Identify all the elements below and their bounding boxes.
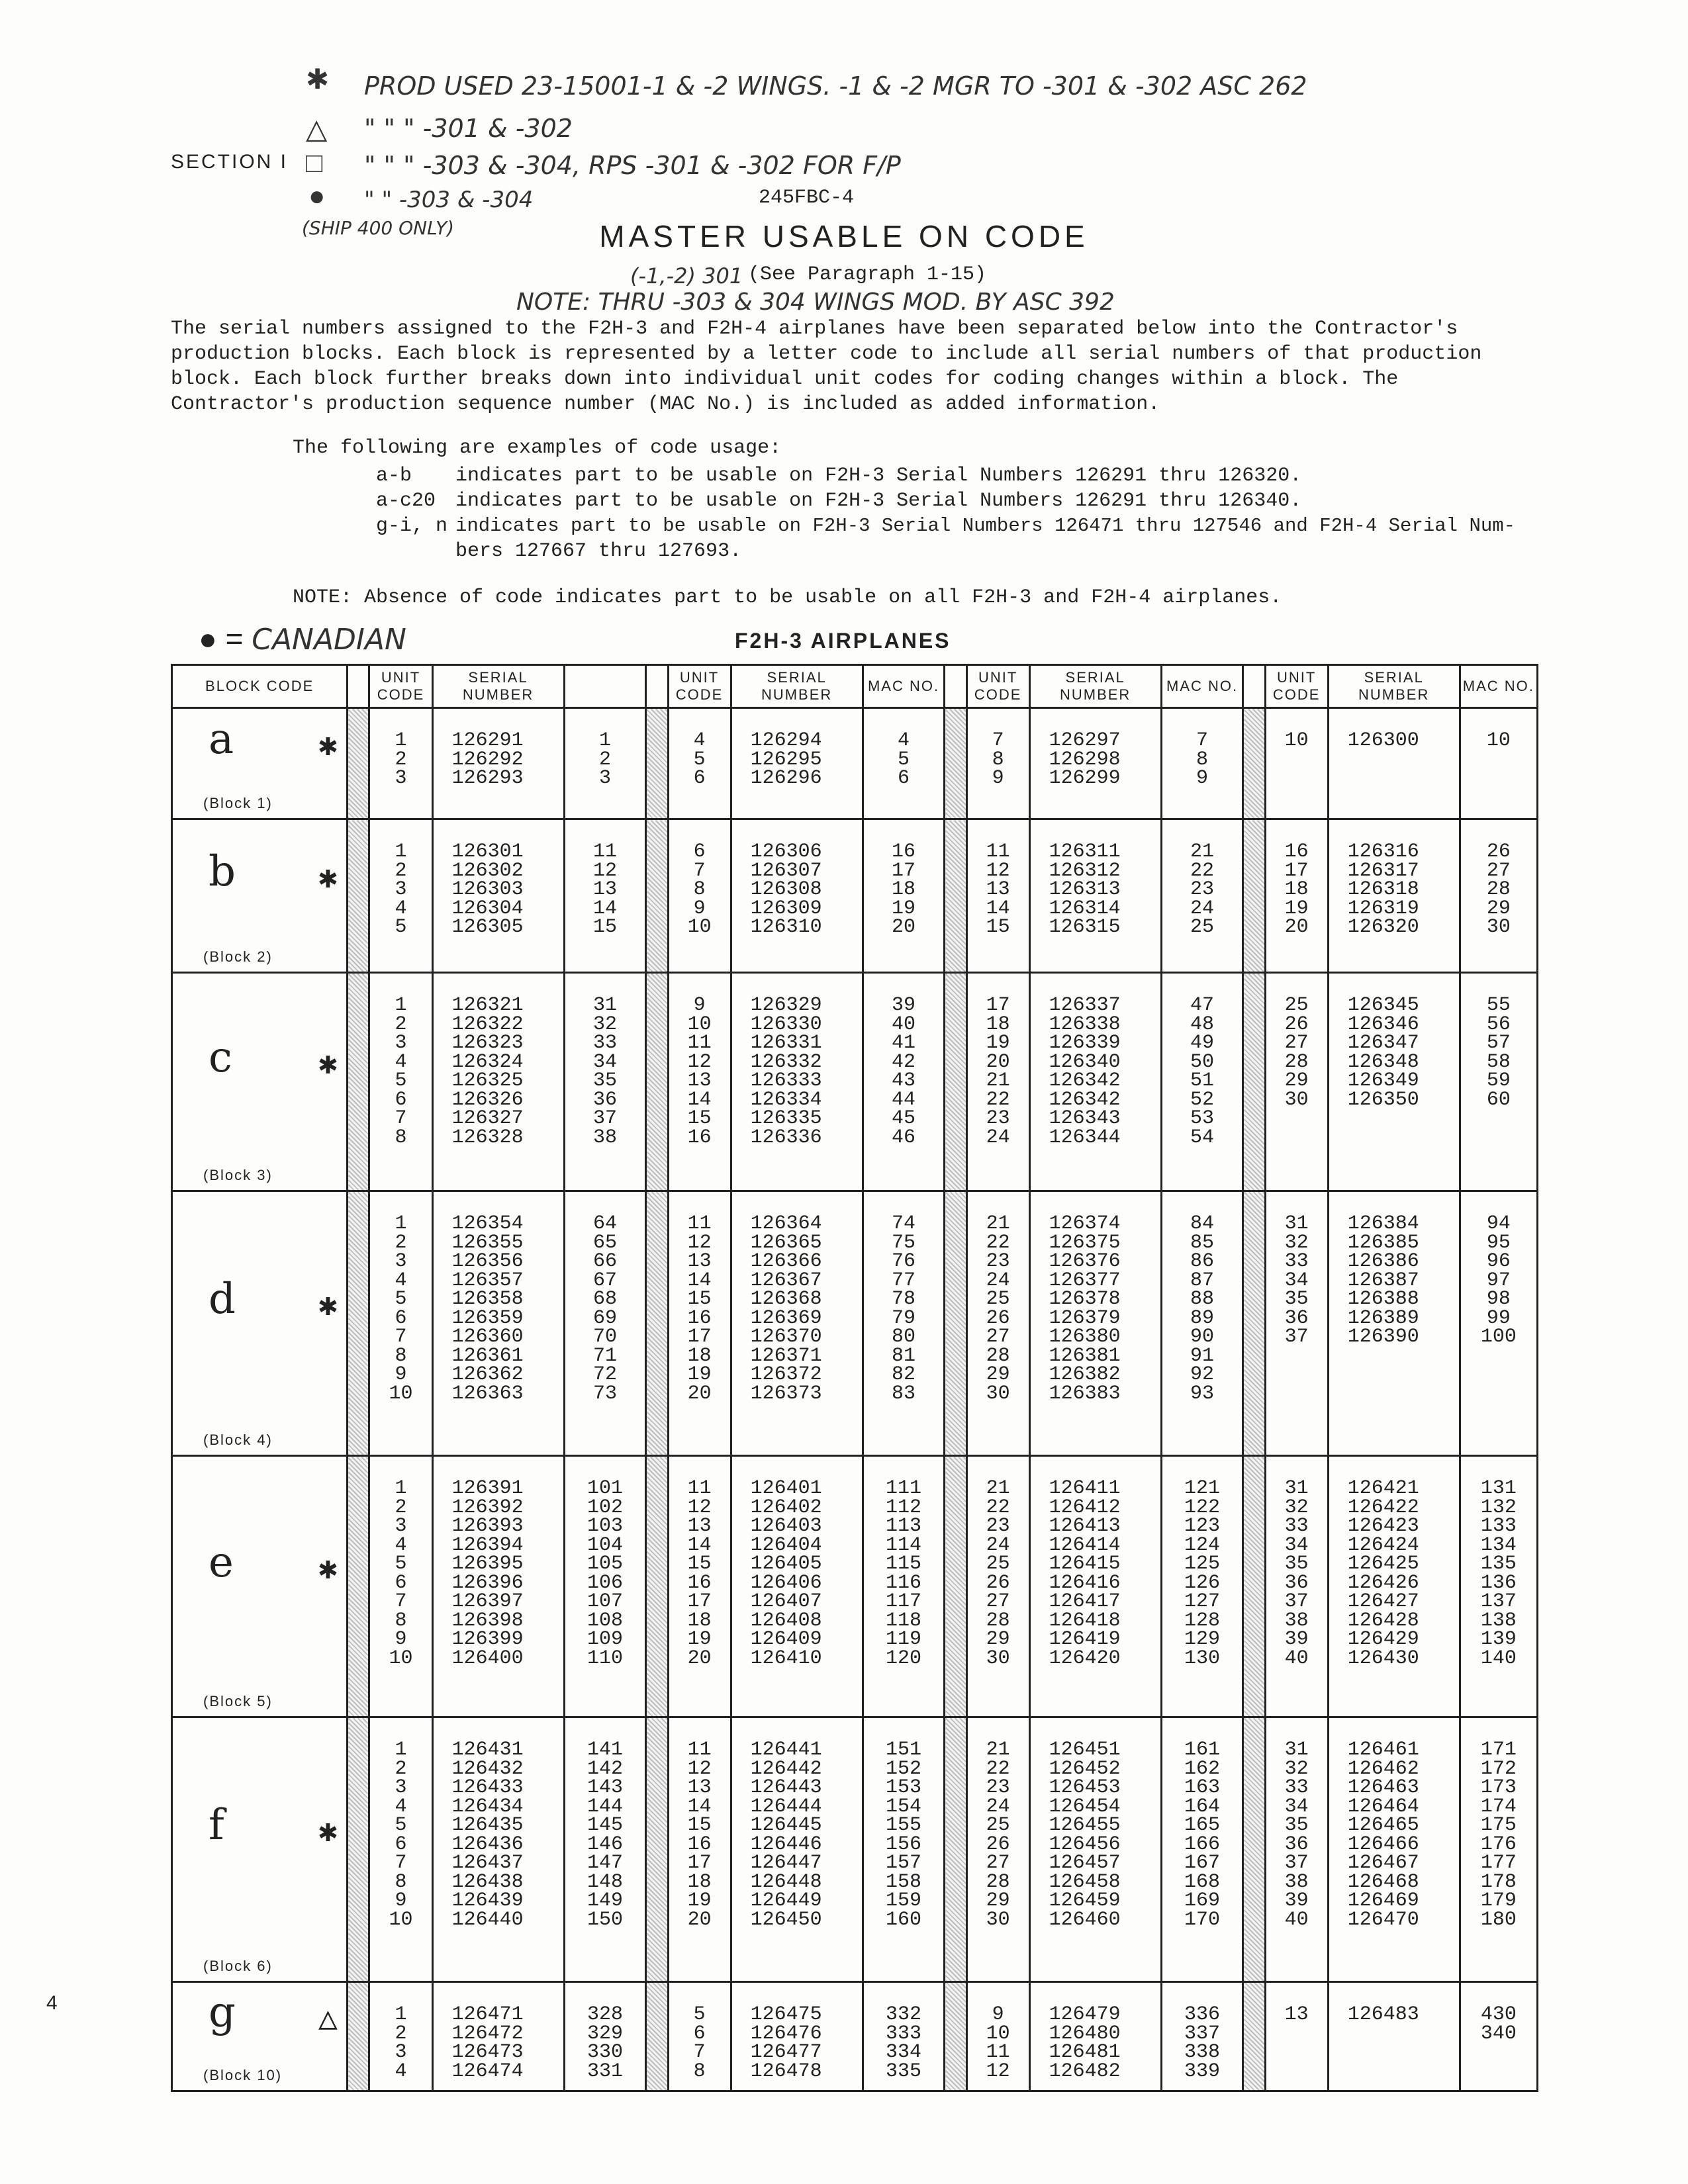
serial-cell: 126441 126442 126443 126444 126445 126446 126447 126448 126449 126450 <box>731 1717 863 1982</box>
gap-cell <box>945 1191 966 1456</box>
serial-cell: 126300 <box>1328 708 1460 819</box>
block-label: (Block 10) <box>203 2066 283 2083</box>
block-cell <box>172 708 348 819</box>
unit-cell: 1 2 3 4 5 <box>369 819 432 973</box>
serial-cell: 126401 126402 126403 126404 126405 126406 126407 126408 126409 126410 <box>731 1456 863 1717</box>
unit-cell: 31 32 33 34 35 36 37 38 39 40 <box>1265 1717 1328 1982</box>
gap-cell <box>348 819 369 973</box>
handwritten-note: NOTE: THRU -303 & 304 WINGS MOD. BY ASC 392 <box>516 289 1115 316</box>
mac-cell: 16 17 18 19 20 <box>863 819 945 973</box>
block-cell <box>172 819 348 973</box>
absence-note: NOTE: Absence of code indicates part to be usable on all F2H-3 and F2H-4 airplanes. <box>293 586 1282 609</box>
block-letter: c <box>209 1033 232 1082</box>
unit-cell: 21 22 23 24 25 26 27 28 29 30 <box>966 1191 1029 1456</box>
unit-cell: 11 12 13 14 15 <box>966 819 1029 973</box>
mac-cell: 430 340 <box>1460 1982 1537 2091</box>
serial-cell: 126391 126392 126393 126394 126395 126396 126397 126398 126399 126400 <box>432 1456 564 1717</box>
mac-cell: 39 40 41 42 43 44 45 46 <box>863 973 945 1191</box>
triangle-mark: △ <box>306 113 328 144</box>
usable-on-code-table <box>171 664 1538 2092</box>
serial-cell: 126483 <box>1328 1982 1460 2091</box>
gap-cell <box>646 1982 668 2091</box>
block-mark-icon: ✱ <box>318 862 338 897</box>
block-row-a <box>172 708 1538 819</box>
serial-cell: 126297 126298 126299 <box>1029 708 1161 819</box>
block-letter: e <box>209 1537 234 1587</box>
gap-cell <box>945 1982 966 2091</box>
serial-cell: 126475 126476 126477 126478 <box>731 1982 863 2091</box>
legend-text: CANADIAN <box>252 623 406 657</box>
block-cell <box>172 1982 348 2091</box>
gap-cell <box>646 973 668 1191</box>
header-unit: UNIT CODE <box>668 665 731 708</box>
unit-cell: 11 12 13 14 15 16 17 18 19 20 <box>668 1191 731 1456</box>
header-serial: SERIAL NUMBER <box>731 665 863 708</box>
gap-cell <box>945 1717 966 1982</box>
gap-cell <box>348 708 369 819</box>
unit-cell: 1 2 3 4 <box>369 1982 432 2091</box>
unit-cell: 9 10 11 12 13 14 15 16 <box>668 973 731 1191</box>
unit-cell: 16 17 18 19 20 <box>1265 819 1328 973</box>
unit-cell: 21 22 23 24 25 26 27 28 29 30 <box>966 1717 1029 1982</box>
header-block: BLOCK CODE <box>172 665 348 708</box>
header-serial: SERIAL NUMBER <box>1328 665 1460 708</box>
block-label: (Block 1) <box>203 794 273 811</box>
block-mark-icon: ✱ <box>318 1289 338 1325</box>
page-title: MASTER USABLE ON CODE <box>599 219 1089 253</box>
block-row-d <box>172 1191 1538 1456</box>
gap-cell <box>646 708 668 819</box>
gap-cell <box>646 819 668 973</box>
unit-cell: 6 7 8 9 10 <box>668 819 731 973</box>
block-letter: d <box>209 1275 236 1324</box>
gap-cell <box>945 708 966 819</box>
mac-cell: 10 <box>1460 708 1537 819</box>
gap-cell <box>945 819 966 973</box>
gap-cell <box>348 973 369 1191</box>
dot-mark: ● <box>308 180 326 211</box>
gap-cell <box>1243 1191 1265 1456</box>
block-letter: g <box>209 1987 236 2037</box>
mac-cell: 26 27 28 29 30 <box>1460 819 1537 973</box>
block-letter: f <box>209 1801 224 1850</box>
gap-cell <box>646 1717 668 1982</box>
mac-cell: 74 75 76 77 78 79 80 81 82 83 <box>863 1191 945 1456</box>
unit-cell: 11 12 13 14 15 16 17 18 19 20 <box>668 1717 731 1982</box>
block-mark-icon: ✱ <box>318 1815 338 1851</box>
block-cell <box>172 1717 348 1982</box>
handwritten-line-6: (-1,-2) 301 <box>630 263 743 289</box>
mac-cell: 21 22 23 24 25 <box>1161 819 1243 973</box>
header-serial: SERIAL NUMBER <box>1029 665 1161 708</box>
intro-text: The serial numbers assigned to the F2H-3 and F2H-4 airplanes have been separated below into the Contractor's production blocks. Each block is represented by a letter code to include all serial numbers of that production block. Each block further breaks down into individual unit codes for coding changes within a block. The Contractor's production sequence number (MAC No.) is included as added information. <box>171 318 1482 416</box>
example-text: bers 127667 thru 127693. <box>455 540 742 563</box>
unit-cell: 9 10 11 12 <box>966 1982 1029 2091</box>
mac-cell: 131 132 133 134 135 136 137 138 139 140 <box>1460 1456 1537 1717</box>
serial-cell: 126384 126385 126386 126387 126388 126389 126390 <box>1328 1191 1460 1456</box>
gap-cell <box>1243 1717 1265 1982</box>
block-mark-icon: △ <box>318 2002 338 2038</box>
serial-cell: 126321 126322 126323 126324 126325 126326 126327 126328 <box>432 973 564 1191</box>
serial-cell: 126421 126422 126423 126424 126425 126426 126427 126428 126429 126430 <box>1328 1456 1460 1717</box>
mac-cell: 161 162 163 164 165 166 167 168 169 170 <box>1161 1717 1243 1982</box>
header-unit: UNIT CODE <box>1265 665 1328 708</box>
header-row <box>172 665 1538 708</box>
header-mac <box>564 665 646 708</box>
mac-cell: 328 329 330 331 <box>564 1982 646 2091</box>
header-mac: MAC NO. <box>1161 665 1243 708</box>
unit-cell: 1 2 3 <box>369 708 432 819</box>
block-label: (Block 4) <box>203 1431 273 1448</box>
handwritten-line-3: " " " -303 & -304, RPS -301 & -302 FOR F/P <box>364 151 901 180</box>
block-row-e <box>172 1456 1538 1717</box>
header-unit: UNIT CODE <box>966 665 1029 708</box>
serial-cell: 126451 126452 126453 126454 126455 126456 126457 126458 126459 126460 <box>1029 1717 1161 1982</box>
gap-cell <box>348 1717 369 1982</box>
block-label: (Block 5) <box>203 1692 273 1709</box>
serial-cell: 126345 126346 126347 126348 126349 126350 <box>1328 973 1460 1191</box>
asterisk-mark: ✱ <box>306 64 330 95</box>
serial-cell: 126479 126480 126481 126482 <box>1029 1982 1161 2091</box>
example-text: indicates part to be usable on F2H-3 Serial Numbers 126291 thru 126320. <box>455 465 1302 487</box>
gap-cell <box>945 1456 966 1717</box>
header-mac: MAC NO. <box>863 665 945 708</box>
gap-cell <box>945 973 966 1191</box>
mac-cell: 111 112 113 114 115 116 117 118 119 120 <box>863 1456 945 1717</box>
examples-intro: The following are examples of code usage: <box>293 437 782 459</box>
block-cell <box>172 1191 348 1456</box>
page-number: 4 <box>46 1992 58 2014</box>
dot-icon: ● = <box>199 621 252 656</box>
unit-cell: 5 6 7 8 <box>668 1982 731 2091</box>
block-label: (Block 2) <box>203 948 273 965</box>
block-row-g <box>172 1982 1538 2091</box>
gap-cell <box>1243 1456 1265 1717</box>
gap-cell <box>348 665 369 708</box>
serial-cell: 126291 126292 126293 <box>432 708 564 819</box>
handwritten-line-2: " " " -301 & -302 <box>364 114 573 143</box>
unit-cell: 1 2 3 4 5 6 7 8 9 10 <box>369 1456 432 1717</box>
serial-cell: 126316 126317 126318 126319 126320 <box>1328 819 1460 973</box>
gap-cell <box>1243 665 1265 708</box>
example-text: indicates part to be usable on F2H-3 Serial Numbers 126291 thru 126340. <box>455 490 1302 512</box>
table-title: F2H-3 AIRPLANES <box>735 629 951 653</box>
gap-cell <box>1243 973 1265 1191</box>
mac-cell: 336 337 338 339 <box>1161 1982 1243 2091</box>
header-unit: UNIT CODE <box>369 665 432 708</box>
serial-cell: 126374 126375 126376 126377 126378 126379 126380 126381 126382 126383 <box>1029 1191 1161 1456</box>
unit-cell: 11 12 13 14 15 16 17 18 19 20 <box>668 1456 731 1717</box>
gap-cell <box>646 1191 668 1456</box>
gap-cell <box>945 665 966 708</box>
mac-cell: 64 65 66 67 68 69 70 71 72 73 <box>564 1191 646 1456</box>
gap-cell <box>646 1456 668 1717</box>
unit-cell: 31 32 33 34 35 36 37 <box>1265 1191 1328 1456</box>
example-code: g-i, n <box>376 515 448 537</box>
gap-cell <box>1243 1982 1265 2091</box>
block-cell <box>172 973 348 1191</box>
mac-cell: 141 142 143 144 145 146 147 148 149 150 <box>564 1717 646 1982</box>
example-code: a-c20 <box>376 490 436 512</box>
handwritten-line-1: PROD USED 23-15001-1 & -2 WINGS. -1 & -2 MGR TO -301 & -302 ASC 262 <box>364 71 1307 101</box>
mac-cell: 11 12 13 14 15 <box>564 819 646 973</box>
serial-cell: 126329 126330 126331 126332 126333 126334 126335 126336 <box>731 973 863 1191</box>
serial-cell: 126461 126462 126463 126464 126465 126466 126467 126468 126469 126470 <box>1328 1717 1460 1982</box>
mac-cell: 84 85 86 87 88 89 90 91 92 93 <box>1161 1191 1243 1456</box>
unit-cell: 1 2 3 4 5 6 7 8 9 10 <box>369 1717 432 1982</box>
gap-cell <box>646 665 668 708</box>
handwritten-line-4: " " -303 & -304 <box>364 187 534 213</box>
unit-cell: 21 22 23 24 25 26 27 28 29 30 <box>966 1456 1029 1717</box>
example-4 <box>376 539 741 564</box>
square-mark: □ <box>306 147 323 178</box>
block-mark-icon: ✱ <box>318 729 338 765</box>
serial-cell: 126411 126412 126413 126414 126415 126416 126417 126418 126419 126420 <box>1029 1456 1161 1717</box>
mac-cell: 4 5 6 <box>863 708 945 819</box>
canadian-legend <box>199 621 406 657</box>
mac-cell: 171 172 173 174 175 176 177 178 179 180 <box>1460 1717 1537 1982</box>
intro-paragraph <box>171 316 1536 417</box>
block-label: (Block 3) <box>203 1166 273 1183</box>
unit-cell: 10 <box>1265 708 1328 819</box>
serial-cell: 126337 126338 126339 126340 126342 126342 126343 126344 <box>1029 973 1161 1191</box>
mac-cell: 31 32 33 34 35 36 37 38 <box>564 973 646 1191</box>
unit-cell: 7 8 9 <box>966 708 1029 819</box>
serial-cell: 126306 126307 126308 126309 126310 <box>731 819 863 973</box>
example-2 <box>376 488 1301 514</box>
serial-cell: 126354 126355 126356 126357 126358 126359 126360 126361 126362 126363 <box>432 1191 564 1456</box>
mac-cell: 55 56 57 58 59 60 <box>1460 973 1537 1191</box>
unit-cell: 4 5 6 <box>668 708 731 819</box>
mac-cell: 101 102 103 104 105 106 107 108 109 110 <box>564 1456 646 1717</box>
header-serial: SERIAL NUMBER <box>432 665 564 708</box>
handwritten-line-5: (SHIP 400 ONLY) <box>302 217 455 239</box>
mac-cell: 121 122 123 124 125 126 127 128 129 130 <box>1161 1456 1243 1717</box>
mac-cell: 1 2 3 <box>564 708 646 819</box>
block-row-f <box>172 1717 1538 1982</box>
typed-code: 245FBC-4 <box>759 187 855 209</box>
unit-cell: 25 26 27 28 29 30 <box>1265 973 1328 1191</box>
block-label: (Block 6) <box>203 1957 273 1974</box>
serial-cell: 126471 126472 126473 126474 <box>432 1982 564 2091</box>
gap-cell <box>348 1982 369 2091</box>
gap-cell <box>348 1191 369 1456</box>
unit-cell: 1 2 3 4 5 6 7 8 <box>369 973 432 1191</box>
example-3 <box>376 514 1515 539</box>
mac-cell: 7 8 9 <box>1161 708 1243 819</box>
mac-cell: 94 95 96 97 98 99 100 <box>1460 1191 1537 1456</box>
unit-cell: 31 32 33 34 35 36 37 38 39 40 <box>1265 1456 1328 1717</box>
block-mark-icon: ✱ <box>318 1552 338 1588</box>
mac-cell: 151 152 153 154 155 156 157 158 159 160 <box>863 1717 945 1982</box>
header-mac: MAC NO. <box>1460 665 1537 708</box>
serial-cell: 126311 126312 126313 126314 126315 <box>1029 819 1161 973</box>
example-text: indicates part to be usable on F2H-3 Serial Numbers 126471 thru 127546 and F2H-4 Serial Num- <box>455 515 1516 537</box>
serial-cell: 126364 126365 126366 126367 126368 126369 126370 126371 126372 126373 <box>731 1191 863 1456</box>
page-subtitle: (See Paragraph 1-15) <box>748 263 987 286</box>
section-label: SECTION I <box>171 151 289 173</box>
gap-cell <box>348 1456 369 1717</box>
unit-cell: 17 18 19 20 21 22 23 24 <box>966 973 1029 1191</box>
example-code: a-b <box>376 465 412 487</box>
block-letter: b <box>209 847 236 896</box>
mac-cell: 332 333 334 335 <box>863 1982 945 2091</box>
serial-cell: 126431 126432 126433 126434 126435 126436 126437 126438 126439 126440 <box>432 1717 564 1982</box>
gap-cell <box>1243 708 1265 819</box>
example-1 <box>376 463 1301 488</box>
block-letter: a <box>209 715 234 764</box>
unit-cell: 13 <box>1265 1982 1328 2091</box>
unit-cell: 1 2 3 4 5 6 7 8 9 10 <box>369 1191 432 1456</box>
block-mark-icon: ✱ <box>318 1048 338 1083</box>
serial-cell: 126301 126302 126303 126304 126305 <box>432 819 564 973</box>
mac-cell: 47 48 49 50 51 52 53 54 <box>1161 973 1243 1191</box>
block-row-b <box>172 819 1538 973</box>
block-row-c <box>172 973 1538 1191</box>
block-cell <box>172 1456 348 1717</box>
serial-cell: 126294 126295 126296 <box>731 708 863 819</box>
gap-cell <box>1243 819 1265 973</box>
